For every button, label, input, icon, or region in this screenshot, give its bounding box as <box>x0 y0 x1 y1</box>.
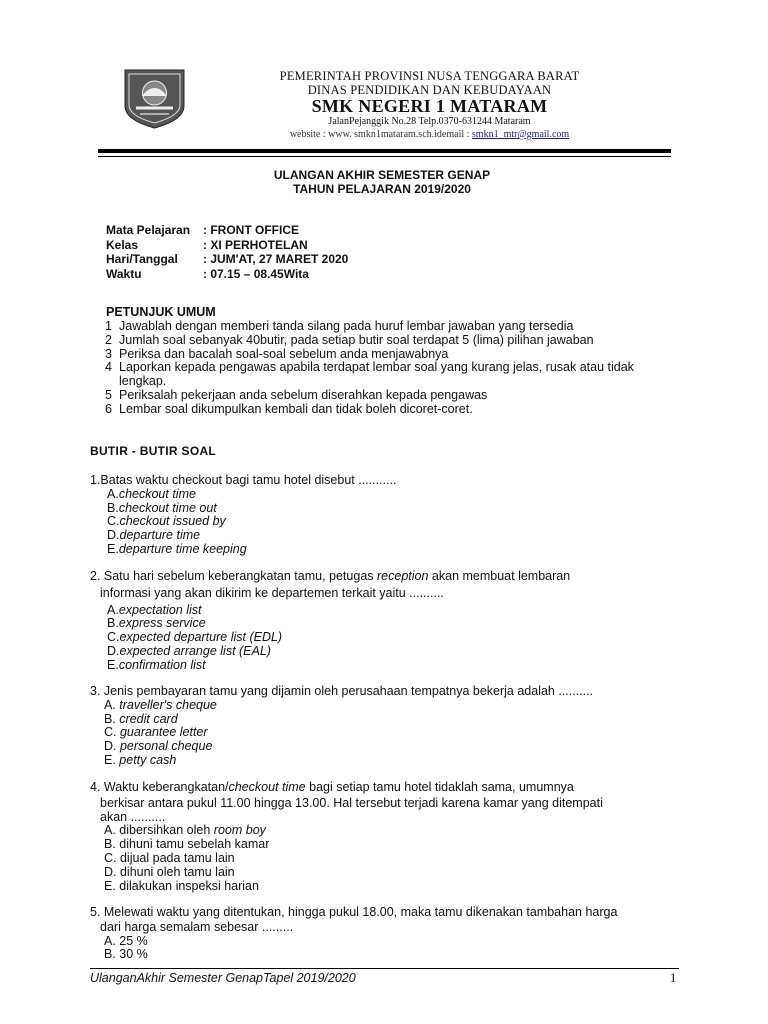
option-d: D.expected arrange list (EAL) <box>107 643 271 658</box>
option-d: D.departure time <box>107 528 201 543</box>
info-row-time: Waktu : 07.15 – 08.45Wita <box>106 266 309 281</box>
exam-title: ULANGAN AKHIR SEMESTER GENAP <box>273 168 491 182</box>
question-text: 1.Batas waktu checkout bagi tamu hotel disebut ........... <box>90 473 397 487</box>
government-name: PEMERINTAH PROVINSI NUSA TENGGARA BARAT <box>279 69 580 83</box>
instruction-item: 3 Periksa dan bacalah soal-soal sebelum anda menjawabnya <box>105 346 449 361</box>
department-name: DINAS PENDIDIKAN DAN KEBUDAYAAN <box>307 83 552 97</box>
option-e: E. dilakukan inspeksi harian <box>104 878 259 893</box>
question-text-cont: dari harga semalam sebesar ......... <box>100 919 294 934</box>
question-text: 2. Satu hari sebelum keberangkatan tamu, petugas reception akan membuat lembaran <box>90 569 571 583</box>
instructions-heading: PETUNJUK UMUM <box>106 305 216 319</box>
option-a: A. traveller's cheque <box>104 697 217 712</box>
info-row-date: Hari/Tanggal : JUM'AT, 27 MARET 2020 <box>106 252 349 266</box>
option-d: D. personal cheque <box>104 739 213 754</box>
option-a: A. dibersihkan oleh room boy <box>104 823 266 838</box>
school-contact <box>233 129 626 140</box>
letterhead-rule-thin <box>98 156 671 157</box>
instruction-item: 2 Jumlah soal sebanyak 40butir, pada setiap butir soal terdapat 5 (lima) pilihan jawaban <box>105 332 594 347</box>
option-a: A. 25 % <box>104 933 148 948</box>
option-e: E.departure time keeping <box>107 541 247 556</box>
option-a: A.expectation list <box>107 602 202 617</box>
instruction-item: 6 Lembar soal dikumpulkan kembali dan tidak boleh dicoret-coret. <box>105 401 473 416</box>
instruction-item: 4 Laporkan kepada pengawas apabila terdapat lembar soal yang kurang jelas, rusak atau tidak lengkap. <box>105 360 634 389</box>
question-4 <box>90 781 680 893</box>
question-text-cont: informasi yang akan dikirim ke departemen terkait yaitu .......... <box>100 585 444 600</box>
school-address: JalanPejanggik No.28 Telp.0370-631244 Mataram <box>328 116 531 127</box>
academic-year: TAHUN PELAJARAN 2019/2020 <box>293 182 471 196</box>
question-text: 3. Jenis pembayaran tamu yang dijamin oleh perusahaan tempatnya bekerja adalah .......... <box>90 684 594 698</box>
option-c: C.checkout issued by <box>107 514 226 529</box>
province-emblem-logo <box>122 68 187 130</box>
exam-info <box>106 223 348 281</box>
option-c: C. guarantee letter <box>104 725 208 740</box>
option-b: B. dihuni tamu sebelah kamar <box>104 837 270 852</box>
option-b: B.checkout time out <box>107 500 217 515</box>
instructions-list <box>105 320 665 417</box>
option-b: B. 30 % <box>104 947 148 962</box>
option-a: A.checkout time <box>107 486 196 501</box>
question-2 <box>90 570 680 673</box>
letterhead-rule-thick <box>98 149 671 153</box>
school-name: SMK NEGERI 1 MATARAM <box>311 96 548 116</box>
option-b: B. credit card <box>104 711 178 726</box>
footer-text: UlanganAkhir Semester GenapTapel 2019/2020 <box>90 971 356 985</box>
info-row-subject: Mata Pelajaran : FRONT OFFICE <box>106 223 299 237</box>
question-text-cont: akan .......... <box>100 809 166 824</box>
info-row-class: Kelas : XI PERHOTELAN <box>106 237 308 252</box>
question-text: 4. Waktu keberangkatan/checkout time bagi setiap tamu hotel tidaklah sama, umumnya <box>90 780 574 794</box>
instruction-item: 5 Periksalah pekerjaan anda sebelum diserahkan kepada pengawas <box>105 387 488 402</box>
website-text: website : www. smkn1mataram.sch.idemail : <box>289 129 472 140</box>
option-b: B.express service <box>107 616 206 631</box>
question-3 <box>90 685 680 768</box>
page-number: 1 <box>670 971 677 985</box>
section-title: BUTIR - BUTIR SOAL <box>90 444 217 458</box>
option-c: C. dijual pada tamu lain <box>104 850 235 865</box>
email-link[interactable]: smkn1_mtr@gmail.com <box>471 129 570 140</box>
question-5 <box>90 906 680 962</box>
option-e: E. petty cash <box>104 752 177 767</box>
option-c: C.expected departure list (EDL) <box>107 630 283 645</box>
option-e: E.confirmation list <box>107 657 206 672</box>
footer-rule <box>90 968 679 969</box>
instruction-item: 1 Jawablah dengan memberi tanda silang pada huruf lembar jawaban yang tersedia <box>105 319 574 333</box>
question-1 <box>90 474 680 557</box>
option-d: D. dihuni oleh tamu lain <box>104 864 235 879</box>
question-text: 5. Melewati waktu yang ditentukan, hingga pukul 18.00, maka tamu dikenakan tambahan harga <box>90 905 618 919</box>
question-text-cont: berkisar antara pukul 11.00 hingga 13.00. Hal tersebut terjadi karena kamar yang ditempati <box>100 795 603 810</box>
